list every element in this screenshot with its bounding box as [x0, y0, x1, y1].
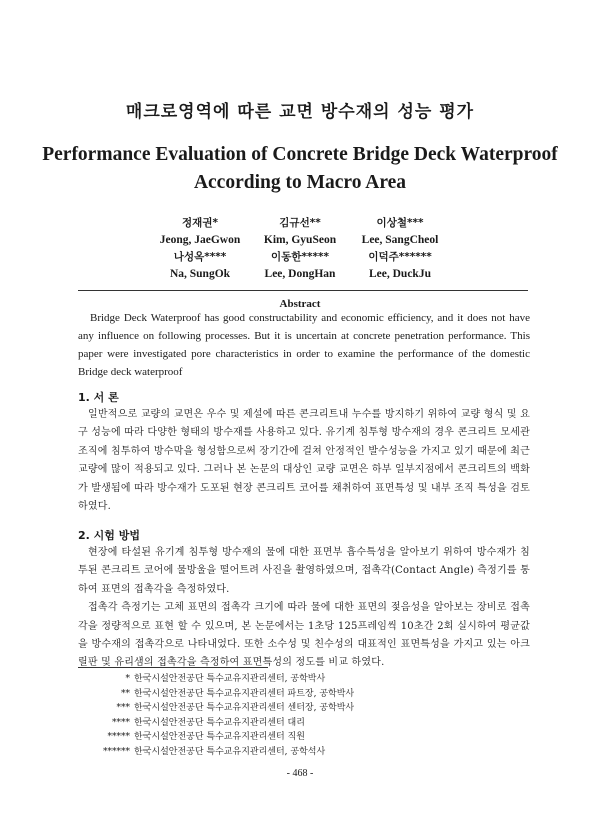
footnotes — [78, 672, 438, 759]
title-english — [40, 141, 560, 197]
footnote-text: 한국시설안전공단 특수교유지관리센터 파트장, 공학박사 — [134, 688, 355, 699]
footnote-text: 한국시설안전공단 특수교유지관리센터 직원 — [134, 732, 305, 742]
author-name-ko: 이상철*** — [376, 217, 424, 229]
footnote — [78, 701, 438, 716]
section1-body — [78, 406, 530, 516]
author-name-ko: 정재권* — [182, 217, 218, 229]
author-name-en: Lee, SangCheol — [361, 233, 439, 246]
footnote-mark: ** — [121, 688, 130, 699]
paragraph: 접촉각 측정기는 고체 표면의 접촉각 크기에 따라 물에 대한 표면의 젖음성을 알아보는 장비로 접촉각을 정량적으로 표현 할 수 있으며, 본 논문에서는 1초당 125프레임씩 10초간 2회 실시하여 평균값을 방수재의 접촉각으로 나타내었다. 또한 소수성 및 친수성의 대표적인 표면특성을 가지고 있는 아크릴판 및 유리샘의 접촉각을 측정하여 표면특성의 정도를 비교 하였다. — [78, 602, 530, 669]
footnote-mark: * — [125, 674, 130, 684]
abstract-body — [78, 309, 530, 381]
footnote-divider — [78, 667, 268, 668]
author-row — [150, 248, 450, 265]
abstract-heading: Abstract — [279, 298, 321, 310]
author-block — [150, 214, 450, 282]
author-name-en: Lee, DongHan — [264, 267, 336, 280]
author-name-en: Na, SungOk — [169, 267, 231, 280]
footnote-text: 한국시설안전공단 특수교유지관리센터 대리 — [134, 717, 305, 728]
footnote-mark: ****** — [103, 746, 130, 757]
footnote-mark: ***** — [107, 732, 130, 742]
footnote — [78, 687, 438, 702]
paragraph: 현장에 타설된 유기계 침투형 방수재의 물에 대한 표면부 흡수특성을 알아보기 위하여 방수재가 침투된 콘크리트 코어에 물방울을 떨어트려 사진을 촬영하였으며, 접촉각(Contact Angle) 측정기를 통하여 표면의 접촉각을 측정하였다. — [78, 547, 530, 595]
author-name-ko: 나성옥**** — [173, 251, 227, 263]
footnote — [78, 745, 438, 760]
page-number: - 468 - — [286, 768, 314, 779]
author-row — [150, 265, 450, 282]
author-name-ko: 이덕주****** — [368, 251, 432, 263]
paragraph: 일반적으로 교량의 교면은 우수 및 제설에 따른 콘크리트내 누수를 방지하기 위하여 교량 형식 및 요구 성능에 따라 다양한 형태의 방수재를 사용하고 있다. 유기계 침투형 방수재의 경우 콘크리트 모세관 조직에 침투하여 방수막을 형성함으로써 장기간에 걸쳐 안정적인 발수성능을 가지고 있기 때문에 최근 교량에 많이 적용되고 있다. 그러나 본 논문의 대상인 교량 교면은 하부 일부지점에서 콘크리트의 백화가 발생됨에 따라 방수재가 도포된 현장 콘크리트 코어를 채취하여 표면특성 및 내부 조직 특성을 검토하였다. — [78, 409, 530, 513]
footnote — [78, 672, 438, 687]
author-name-en: Lee, DuckJu — [369, 267, 431, 280]
footnote-text: 한국시설안전공단 특수교유지관리센터, 공학석사 — [134, 746, 326, 757]
author-name-en: Jeong, JaeGwon — [159, 233, 241, 246]
footnote-mark: **** — [112, 717, 130, 728]
footnote-text: 한국시설안전공단 특수교유지관리센터, 공학박사 — [134, 674, 326, 684]
header-divider — [78, 290, 528, 291]
title-english-line2: According to Macro Area — [193, 172, 407, 193]
section1-heading: 1. 서 론 — [78, 391, 119, 404]
author-name-en: Kim, GyuSeon — [263, 233, 337, 246]
abstract-text: Bridge Deck Waterproof has good constructability and economic efficiency, and it does not have any influence on following processes. But it is uncertain at concrete penetration performance. This paper were investigated pore characteristics in order to examine the performance of the domestic Bridge deck waterproof — [78, 312, 530, 378]
footnote — [78, 716, 438, 731]
section2-heading: 2. 시험 방법 — [78, 529, 140, 542]
author-name-ko: 이동한***** — [271, 251, 329, 263]
title-korean: 매크로영역에 따른 교면 방수재의 성능 평가 — [125, 102, 475, 122]
author-row — [150, 231, 450, 248]
author-name-ko: 김규선** — [279, 217, 321, 229]
section2-body — [78, 544, 530, 673]
footnote — [78, 730, 438, 745]
footnote-text: 한국시설안전공단 특수교유지관리센터 센터장, 공학박사 — [134, 703, 355, 713]
footnote-mark: *** — [116, 703, 130, 713]
title-english-line1: Performance Evaluation of Concrete Bridge Deck Waterproof — [42, 144, 558, 165]
author-row — [150, 214, 450, 231]
